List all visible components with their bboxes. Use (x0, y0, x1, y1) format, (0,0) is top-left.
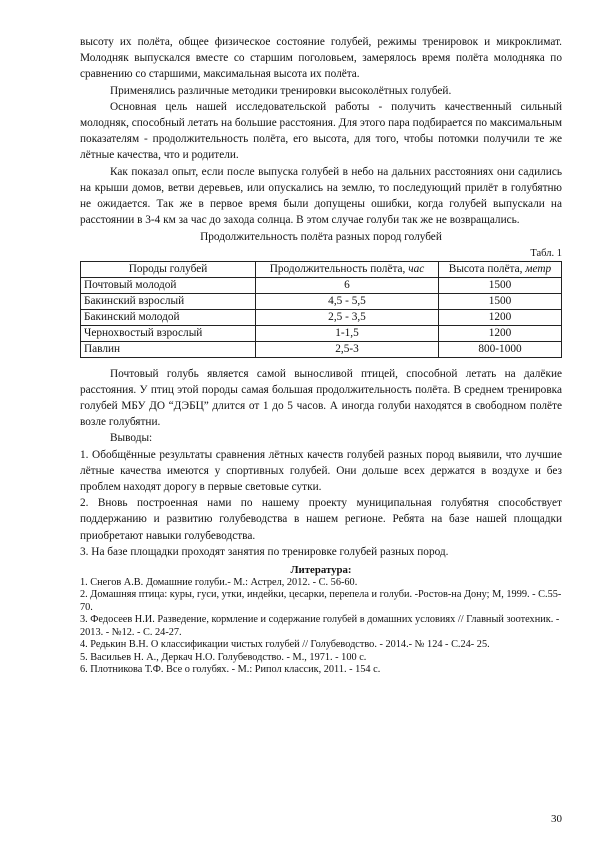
conclusion-item: 3. На базе площадки проходят занятия по тренировке голубей разных пород. (80, 545, 449, 558)
cell-height: 1200 (439, 325, 562, 341)
header-duration-unit: час (408, 262, 425, 275)
table-row (81, 293, 562, 309)
table-row (81, 277, 562, 293)
conclusion-item: 1. Обобщённые результаты сравнения лётных качеств голубей разных пород выявили, что лучшие лётные качества имеются у спортивных голубей. Они дольше всех держатся в воздухе и без проблем находят дорогу в первые световые сутки. (80, 448, 562, 494)
header-breed: Породы голубей (81, 261, 256, 277)
reference-item: 5. Васильев Н. А., Деркач Н.О. Голубеводство. - М., 1971. - 100 с. (80, 651, 367, 663)
table-row (81, 309, 562, 325)
conclusion-item: 2. Вновь построенная нами по нашему проекту муниципальная голубятня способствует поддержанию и развитию голубеводства в нашем регионе. Ребята на базе нашей площадки приобретают навыки голубеводства. (80, 497, 562, 542)
reference-item: 3. Федосеев Н.И. Разведение, кормление и содержание голубей в домашних условиях // Главный зоотехник. - 2013. - №12. - С. 24-27. (80, 614, 560, 638)
reference-item: 6. Плотникова Т.Ф. Все о голубях. - М.: Рипол классик, 2011. - 154 с. (80, 663, 381, 675)
cell-duration: 6 (256, 277, 439, 293)
cell-height: 1200 (439, 309, 562, 325)
references-title: Литература: (290, 564, 352, 577)
paragraph-experience: Как показал опыт, если после выпуска голубей в небо на дальних расстояниях они садились на крыши домов, ветви деревьев, или опускались на землю, то последующий прилёт в голубятню не ожидается. Так же в первое время были допущены ошибки, когда голубей выпускали на расстоянии в 3-4 км за час до захода солнца. В этом случае голуби так же не возвращались. (80, 165, 562, 227)
header-height-text: Высота полёта, (448, 262, 526, 275)
header-height-unit: метр (525, 262, 552, 275)
cell-height: 1500 (439, 277, 562, 293)
cell-breed: Бакинский молодой (81, 309, 256, 325)
cell-breed: Бакинский взрослый (81, 293, 256, 309)
page-number: 30 (551, 813, 562, 825)
cell-breed: Почтовый молодой (81, 277, 256, 293)
table-caption: Продолжительность полёта разных пород голубей (200, 231, 442, 244)
paragraph-intro: высоту их полёта, общее физическое состояние голубей, режимы тренировок и микроклимат. Молодняк выпускался вместе со старшим поголовьем, замерялось время полёта молодняка по сравнению со старшими, максимальная высота их полёта. (80, 36, 562, 81)
reference-item: 2. Домашняя птица: куры, гуси, утки, индейки, цесарки, перепела и голуби. -Ростов-на Дону; М, 1999. - С.55-70. (80, 589, 562, 613)
table-row (81, 341, 562, 357)
document-page (80, 34, 562, 676)
paragraph-homing-pigeon: Почтовый голубь является самой выносливой птицей, способной летать на далёкие расстояния. У птиц этой породы самая большая продолжительность полёта. В среднем тренировка голубей МБУ ДО “ДЭБЦ” длится от 1 до 5 часов. А иногда голуби находятся в свободном полёте возле голубятни. (80, 367, 562, 429)
paragraph-methods: Применялись различные методики тренировки высоколётных голубей. (110, 84, 452, 97)
flight-table (80, 261, 562, 358)
table-label: Табл. 1 (530, 247, 562, 259)
cell-height: 800-1000 (439, 341, 562, 357)
cell-duration: 2,5-3 (256, 341, 439, 357)
cell-height: 1500 (439, 293, 562, 309)
references-list (80, 577, 562, 676)
reference-item: 4. Редькин В.Н. О классификации чистых голубей // Голубеводство. - 2014.- № 124 - С.24- 25. (80, 639, 490, 651)
cell-duration: 4,5 - 5,5 (256, 293, 439, 309)
header-height (439, 261, 562, 277)
cell-duration: 1-1,5 (256, 325, 439, 341)
table-row (81, 325, 562, 341)
cell-breed: Павлин (81, 341, 256, 357)
conclusions-heading: Выводы: (110, 432, 153, 445)
table-header-row (81, 261, 562, 277)
reference-item: 1. Снегов А.В. Домашние голуби.- М.: Астрел, 2012. - С. 56-60. (80, 577, 358, 589)
paragraph-goal: Основная цель нашей исследовательской работы - получить качественный сильный молодняк, способный летать на большие расстояния. Для этого пара подбирается по максимальным показателям - продолжительность полёта, его высота, для того, чтобы потомки получили те же лётные качества, что и родители. (80, 100, 562, 162)
cell-duration: 2,5 - 3,5 (256, 309, 439, 325)
header-duration-text: Продолжительность полёта, (269, 262, 409, 275)
header-duration (256, 261, 439, 277)
cell-breed: Чернохвостый взрослый (81, 325, 256, 341)
